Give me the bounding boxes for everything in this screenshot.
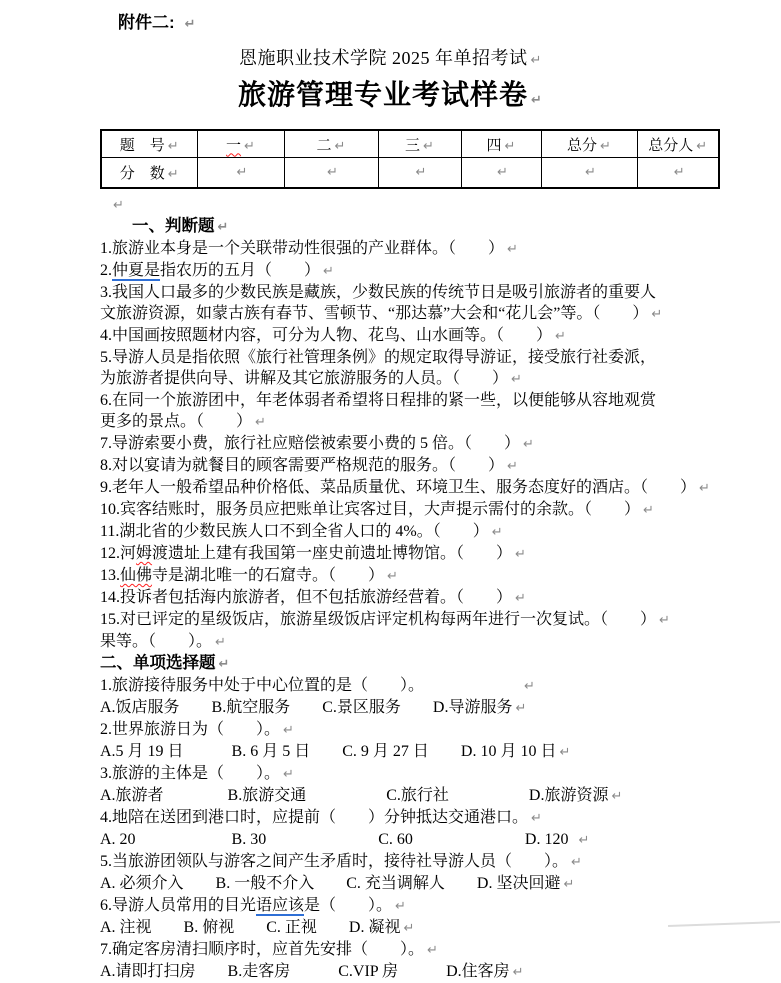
- paragraph-mark-icon: ↵: [585, 165, 596, 180]
- judgment-q9: [100, 477, 724, 499]
- question-text: 4.地陪在送团到港口时，应提前（ ）分钟抵达交通港口。: [100, 809, 529, 826]
- question-text: 7.导游索要小费，旅行社应赔偿被索要小费的 5 倍。（ ）: [100, 435, 521, 452]
- question-text: 寺是湖北唯一的石窟寺。（ ）: [152, 567, 385, 584]
- paragraph-mark-icon: ↵: [218, 657, 230, 672]
- score-table-score-row: [101, 158, 719, 189]
- paragraph-mark-icon: ↵: [387, 569, 398, 584]
- question-text: 5.导游人员是指依照《旅行社管理条例》的规定取得导游证，接受旅行社委派，: [100, 349, 657, 366]
- paragraph-mark-icon: ↵: [515, 591, 526, 606]
- paragraph-mark-icon: ↵: [559, 745, 571, 760]
- paragraph-mark-icon: ↵: [555, 329, 566, 344]
- options-text: A.5 月 19 日 B. 6 月 5 日 C. 9 月 27 日 D. 10 月 10 日: [100, 743, 557, 760]
- question-text: 1.旅游接待服务中处于中心位置的是（ ）。: [100, 677, 425, 694]
- choice-q6-stem: [100, 895, 724, 917]
- paragraph-mark-icon: ↵: [395, 899, 406, 914]
- options-text: A.饭店服务 B.航空服务 C.景区服务 D.导游服务: [100, 699, 513, 716]
- options-text: A. 20 B. 30 C. 60 D. 120: [100, 831, 569, 848]
- paragraph-mark-icon: ↵: [531, 93, 543, 108]
- judgment-q3-line1: [100, 282, 724, 303]
- judgment-q2: [100, 260, 724, 282]
- paragraph-mark-icon: ↵: [323, 264, 334, 279]
- choice-q4-stem: [100, 807, 724, 829]
- grammar-check-underline: 语应该: [256, 897, 305, 914]
- table-cell-score-1: [197, 158, 284, 189]
- paragraph-mark-icon: ↵: [244, 138, 255, 154]
- cell-label: 二: [316, 137, 332, 154]
- table-cell-score-total-signer: [637, 158, 719, 189]
- question-text: 7.确定客房清扫顺序时，应首先安排（ ）。: [100, 941, 425, 958]
- question-text: 5.当旅游团领队与游客之间产生矛盾时，接待社导游人员（ ）。: [100, 853, 569, 870]
- question-text: 6.在同一个旅游团中，年老体弱者希望将日程排的紧一些，以便能够从容地观赏: [100, 392, 657, 409]
- question-text: 8.对以宴请为就餐目的顾客需要严格规范的服务。（ ）: [100, 457, 505, 474]
- paragraph-mark-icon: ↵: [215, 635, 226, 650]
- table-cell-score-4: [461, 158, 541, 189]
- judgment-q7: [100, 433, 724, 455]
- cell-label: 一: [226, 137, 242, 154]
- paragraph-mark-icon: ↵: [327, 165, 338, 180]
- paragraph-mark-icon: ↵: [511, 372, 522, 387]
- judgment-q4: [100, 325, 724, 347]
- table-cell-part-2: [284, 130, 378, 158]
- exam-title-line: [0, 79, 781, 118]
- document-body: [100, 194, 724, 983]
- paragraph-mark-icon: ↵: [403, 921, 415, 936]
- paragraph-mark-icon: ↵: [504, 138, 516, 154]
- question-text: 2.世界旅游日为（ ）。: [100, 721, 281, 738]
- options-text: A.请即打扫房 B.走客房 C.VIP 房 D.住客房: [100, 963, 510, 980]
- paragraph-mark-icon: ↵: [217, 220, 229, 235]
- paragraph-mark-icon: ↵: [611, 789, 623, 804]
- table-cell-part-4: [461, 130, 541, 158]
- paragraph-mark-icon: ↵: [524, 679, 535, 694]
- paragraph-mark-icon: ↵: [673, 165, 685, 180]
- judgment-q5-line1: [100, 347, 724, 368]
- paragraph-mark-icon: ↵: [423, 138, 434, 154]
- table-cell-part-3: [378, 130, 461, 158]
- judgment-q6-line1: [100, 390, 724, 411]
- question-text: 11.湖北省的少数民族人口不到全省人口的 4%。（ ）: [100, 523, 489, 540]
- question-text: 3.我国人口最多的少数民族是藏族，少数民族的传统节日是吸引旅游者的重要人: [100, 284, 657, 301]
- options-text: A. 必须介入 B. 一般不介入 C. 充当调解人 D. 坚决回避: [100, 875, 561, 892]
- cell-label: 总分人: [648, 137, 694, 154]
- paragraph-mark-icon: ↵: [512, 965, 524, 980]
- table-cell-question-number: [101, 130, 197, 158]
- paragraph-mark-icon: ↵: [699, 481, 710, 496]
- question-text: 渡遗址上建有我国第一座史前遗址博物馆。（ ）: [152, 545, 513, 562]
- paragraph-mark-icon: ↵: [184, 17, 196, 32]
- heading-text: 一、判断题: [132, 217, 215, 235]
- paragraph-mark-icon: ↵: [651, 307, 663, 322]
- question-text: 10.宾客结账时，服务员应把账单让宾客过目，大声提示需付的余款。（ ）: [100, 501, 641, 518]
- choice-q7-stem: [100, 939, 724, 961]
- choice-q5-options: [100, 873, 724, 895]
- score-table-header-row: [101, 130, 719, 158]
- paragraph-mark-icon: ↵: [255, 415, 266, 430]
- question-text: 为旅游者提供向导、讲解及其它旅游服务的人员。（ ）: [100, 370, 509, 387]
- question-text: 13.: [100, 567, 120, 584]
- paragraph-mark-icon: ↵: [571, 855, 582, 870]
- judgment-q6-line2: [100, 411, 724, 433]
- choice-q1-options: [100, 697, 724, 719]
- paragraph-mark-icon: ↵: [659, 613, 670, 628]
- paragraph-mark-icon: ↵: [167, 167, 179, 182]
- table-cell-score-2: [284, 158, 378, 189]
- judgment-section-heading: [100, 216, 724, 238]
- paragraph-mark-icon: ↵: [427, 943, 438, 958]
- paragraph-mark-icon: ↵: [334, 138, 346, 154]
- choice-q4-options: [100, 829, 724, 851]
- paragraph-mark-icon: ↵: [497, 165, 508, 180]
- table-cell-score-3: [378, 158, 461, 189]
- choice-q3-options: [100, 785, 724, 807]
- score-table: [100, 129, 720, 189]
- question-text: 14.投诉者包括海内旅游者，但不包括旅游经营着。（ ）: [100, 589, 513, 606]
- cell-label: 题 号: [119, 137, 165, 154]
- paragraph-mark-icon: ↵: [696, 138, 708, 154]
- question-text: 4.中国画按照题材内容，可分为人物、花鸟、山水画等。（ ）: [100, 327, 553, 344]
- options-text: A.旅游者 B.旅游交通 C.旅行社 D.旅游资源: [100, 787, 609, 804]
- empty-paragraph: [100, 194, 724, 216]
- paragraph-mark-icon: ↵: [600, 138, 611, 154]
- attachment-label: 附件二:: [118, 13, 175, 32]
- score-table-wrapper: [100, 129, 718, 189]
- choice-q2-stem: [100, 719, 724, 741]
- cell-label: 三: [405, 137, 421, 154]
- school-title: 恩施职业技术学院 2025 年单招考试: [239, 48, 528, 68]
- judgment-q13: [100, 565, 724, 587]
- question-text: 是（ ）。: [304, 897, 393, 914]
- judgment-q12: [100, 543, 724, 565]
- grammar-check-underline: 仲夏是: [112, 262, 161, 279]
- judgment-q14: [100, 587, 724, 609]
- exam-title: 旅游管理专业考试样卷: [238, 80, 529, 111]
- choice-section-heading: [100, 653, 724, 675]
- question-text: 6.导游人员常用的目光: [100, 897, 257, 914]
- paragraph-mark-icon: ↵: [283, 767, 294, 782]
- table-cell-part-1: [197, 130, 284, 158]
- judgment-q5-line2: [100, 368, 724, 390]
- paragraph-mark-icon: ↵: [167, 138, 179, 154]
- paragraph-mark-icon: ↵: [415, 165, 427, 180]
- judgment-q8: [100, 455, 724, 477]
- choice-q6-options: [100, 917, 724, 939]
- spellcheck-underline: 姆: [136, 545, 153, 562]
- judgment-q1: [100, 238, 724, 260]
- cell-label: 分 数: [119, 166, 165, 182]
- question-text: 文旅游资源，如蒙古族有春节、雪顿节、“那达慕”大会和“花儿会”等。（ ）: [100, 305, 649, 322]
- table-cell-total-signer: [637, 130, 719, 158]
- paragraph-mark-icon: ↵: [491, 525, 503, 540]
- paragraph-mark-icon: ↵: [507, 242, 518, 257]
- judgment-q15-continuation: [100, 631, 724, 653]
- attachment-label-line: [118, 13, 781, 35]
- paragraph-mark-icon: ↵: [578, 833, 590, 848]
- school-title-line: [0, 47, 781, 72]
- choice-q2-options: [100, 741, 724, 763]
- paragraph-mark-icon: ↵: [507, 459, 518, 474]
- paragraph-mark-icon: ↵: [643, 503, 654, 518]
- paragraph-mark-icon: ↵: [523, 437, 534, 452]
- judgment-q3-line2: [100, 303, 724, 325]
- question-text: 12.河: [100, 545, 137, 562]
- question-text: 指农历的五月（ ）: [160, 262, 321, 279]
- question-text: 1.旅游业本身是一个关联带动性很强的产业群体。（ ）: [100, 240, 505, 257]
- choice-q3-stem: [100, 763, 724, 785]
- paragraph-mark-icon: ↵: [283, 723, 294, 738]
- table-cell-score-label: [101, 158, 197, 189]
- choice-q5-stem: [100, 851, 724, 873]
- cell-label: 总分: [567, 137, 598, 154]
- paragraph-mark-icon: ↵: [530, 53, 542, 68]
- question-text: 3.旅游的主体是（ ）。: [100, 765, 281, 782]
- document-page[interactable]: [0, 13, 781, 980]
- paragraph-mark-icon: ↵: [515, 701, 527, 716]
- paragraph-mark-icon: ↵: [113, 198, 124, 213]
- question-text: 果等。（ ）。: [100, 633, 213, 650]
- heading-text: 二、单项选择题: [100, 654, 216, 672]
- judgment-q11: [100, 521, 724, 543]
- paragraph-mark-icon: ↵: [236, 165, 248, 180]
- judgment-q15: [100, 609, 724, 631]
- table-cell-score-total: [541, 158, 637, 189]
- spellcheck-underline: 仙佛: [120, 567, 153, 584]
- question-text: 2.: [100, 262, 112, 279]
- question-text: 9.老年人一般希望品种价格低、菜品质量优、环境卫生、服务态度好的酒店。（ ）: [100, 479, 697, 496]
- judgment-q10: [100, 499, 724, 521]
- choice-q7-options: [100, 961, 724, 983]
- paragraph-mark-icon: ↵: [563, 877, 575, 892]
- question-text: 15.对已评定的星级饭店，旅游星级饭店评定机构每两年进行一次复试。（ ）: [100, 611, 657, 628]
- cell-label: 四: [486, 137, 502, 154]
- question-text: 更多的景点。（ ）: [100, 413, 253, 430]
- choice-q1-stem: [100, 675, 724, 697]
- paragraph-mark-icon: ↵: [515, 547, 526, 562]
- table-cell-total: [541, 130, 637, 158]
- paragraph-mark-icon: ↵: [531, 811, 542, 826]
- options-text: A. 注视 B. 俯视 C. 正视 D. 凝视: [100, 919, 401, 936]
